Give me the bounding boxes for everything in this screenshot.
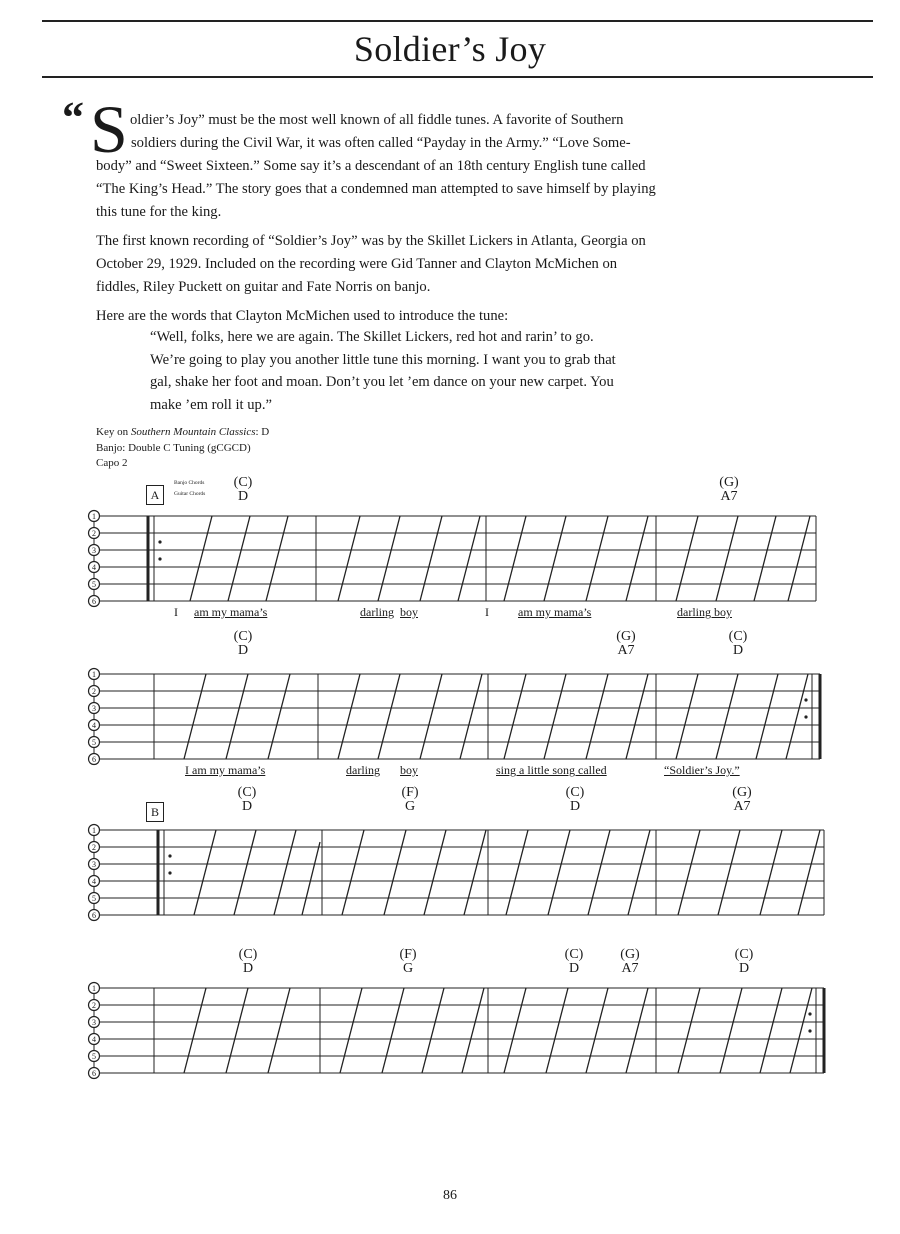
lyric: am my mama’s: [518, 605, 592, 619]
lyric: darling: [346, 763, 380, 777]
lyric: sing a little song called: [496, 763, 607, 777]
part-b-marker: B: [146, 802, 164, 822]
quote-line: We’re going to play you another little tune this morning. I want you to grab that: [150, 351, 616, 368]
slash-marks: [190, 516, 810, 601]
quote-line: make ’em roll it up.”: [150, 396, 272, 413]
chord: (C) D: [734, 947, 754, 976]
chord: (C) D: [237, 785, 257, 814]
string-number: 6: [92, 597, 96, 606]
string-number: 3: [92, 1018, 96, 1027]
chord: (C) D: [728, 629, 748, 658]
capo-info: Capo 2: [96, 457, 128, 469]
string-number: 5: [92, 580, 96, 589]
chord: (G) A7: [620, 947, 640, 976]
top-rule: [42, 20, 873, 22]
chord: (G) A7: [732, 785, 752, 814]
chord: (C) D: [564, 947, 584, 976]
lyric: “Soldier’s Joy.”: [664, 763, 740, 777]
intro-line: “The King’s Head.” The story goes that a condemned man attempted to save himself by playing: [96, 181, 656, 197]
string-number: 1: [92, 984, 96, 993]
string-number: 1: [92, 512, 96, 521]
title-rule: [42, 76, 873, 78]
lyric: darling: [360, 605, 394, 619]
intro-paragraph-2: [96, 230, 816, 299]
intro-line: soldiers during the Civil War, it was often called “Payday in the Army.” “Love Some-: [131, 135, 631, 151]
tab-staff-3: [80, 822, 840, 922]
chord: (C) D: [565, 785, 585, 814]
intro-line: oldier’s Joy” must be the most well known of all fiddle tunes. A favorite of Southern: [130, 112, 624, 128]
chord: (C) D: [238, 947, 258, 976]
intro-paragraph-1: [130, 109, 820, 155]
quote-line: “Well, folks, here we are again. The Skillet Lickers, red hot and rarin’ to go.: [150, 329, 594, 345]
string-number: 5: [92, 1052, 96, 1061]
string-number: 6: [92, 755, 96, 764]
tab-staff-2: [80, 666, 840, 766]
string-number: 4: [92, 563, 96, 572]
chord: (C) D: [233, 629, 253, 658]
lyric: I: [174, 605, 178, 619]
banjo-tuning: Banjo: Double C Tuning (gCGCD): [96, 441, 251, 454]
intro-paragraph-1-cont: [96, 155, 816, 224]
quote-line: gal, shake her foot and moan. Don’t you let ’em dance on your new carpet. You: [150, 374, 614, 390]
string-number: 4: [92, 1035, 96, 1044]
lyric: I am my mama’s: [185, 763, 266, 777]
opening-quote-mark: “: [62, 93, 84, 142]
string-number: 2: [92, 843, 96, 852]
drop-cap: S: [90, 91, 128, 167]
lyric: darling boy: [677, 605, 732, 619]
lyric: boy: [400, 605, 418, 619]
tab-staff-4: [80, 980, 840, 1080]
string-number: 6: [92, 1069, 96, 1078]
string-number: 4: [92, 877, 96, 886]
page-number: 86: [443, 1188, 457, 1203]
intro-line: October 29, 1929. Included on the recording were Gid Tanner and Clayton McMichen on: [96, 256, 618, 272]
chord: (C) D: [233, 475, 253, 504]
string-number: 3: [92, 546, 96, 555]
page-title: Soldier’s Joy: [353, 29, 547, 69]
tab-staff-1: [80, 508, 840, 608]
chord: (G) A7: [719, 475, 739, 504]
key-line: Key on Southern Mountain Classics: D: [96, 426, 270, 438]
string-number: 6: [92, 911, 96, 920]
string-number: 2: [92, 1001, 96, 1010]
chord-legend: Banjo Chords Guitar Chords: [174, 480, 206, 497]
lyric: I: [485, 605, 489, 619]
string-number: 2: [92, 687, 96, 696]
part-a-marker: A: [146, 485, 164, 505]
chord: (G) A7: [616, 629, 636, 658]
lyric: am my mama’s: [194, 605, 268, 619]
chord: (F) G: [401, 785, 419, 814]
intro-line: body” and “Sweet Sixteen.” Some say it’s a descendant of an 18th century English tune called: [96, 158, 646, 174]
string-number: 5: [92, 894, 96, 903]
string-number: 5: [92, 738, 96, 747]
mcmichen-quote: [150, 326, 790, 416]
intro-paragraph-3: Here are the words that Clayton McMichen used to introduce the tune:: [96, 308, 509, 324]
key-info: [96, 425, 269, 472]
string-number: 3: [92, 704, 96, 713]
string-number: 3: [92, 860, 96, 869]
intro-line: The first known recording of “Soldier’s Joy” was by the Skillet Lickers in Atlanta, Georgia on: [96, 233, 646, 249]
string-number: 4: [92, 721, 96, 730]
intro-line: fiddles, Riley Puckett on guitar and Fate Norris on banjo.: [96, 279, 431, 295]
lyric: boy: [400, 763, 418, 777]
string-number: 1: [92, 826, 96, 835]
chord: (F) G: [399, 947, 417, 976]
intro-line: this tune for the king.: [96, 204, 222, 220]
string-number: 1: [92, 670, 96, 679]
string-number: 2: [92, 529, 96, 538]
